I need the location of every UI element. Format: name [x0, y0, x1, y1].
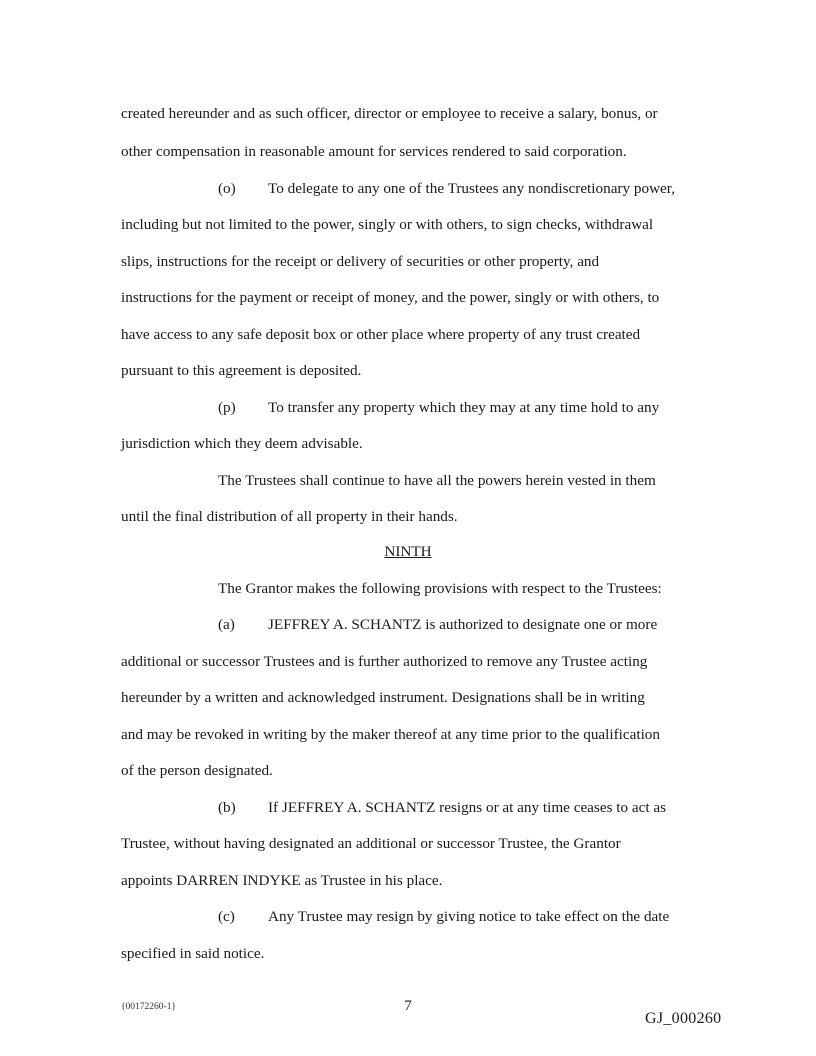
body-line: additional or successor Trustees and is further authorized to remove any Trustee acting	[121, 653, 648, 670]
body-line: including but not limited to the power, singly or with others, to sign checks, withdrawal	[121, 216, 654, 233]
body-line: and may be revoked in writing by the maker thereof at any time prior to the qualification	[121, 726, 660, 743]
body-line: instructions for the payment or receipt of money, and the power, singly or with others, to	[121, 289, 660, 306]
body-line: Trustee, without having designated an additional or successor Trustee, the Grantor	[121, 835, 621, 852]
section-heading-ninth: NINTH	[384, 543, 432, 560]
clause-label-o: (o)	[218, 180, 236, 197]
page-number: 7	[404, 998, 412, 1014]
clause-a-first-line: JEFFREY A. SCHANTZ is authorized to designate one or more	[268, 616, 658, 633]
body-line: other compensation in reasonable amount for services rendered to said corporation.	[121, 143, 627, 160]
body-line: until the final distribution of all property in their hands.	[121, 508, 458, 525]
clause-label-p: (p)	[218, 399, 236, 416]
body-line: The Trustees shall continue to have all the powers herein vested in them	[218, 472, 656, 489]
clause-label-a: (a)	[218, 616, 235, 633]
body-line: hereunder by a written and acknowledged instrument. Designations shall be in writing	[121, 689, 645, 706]
body-line: appoints DARREN INDYKE as Trustee in his place.	[121, 872, 443, 889]
clause-p-first-line: To transfer any property which they may at any time hold to any	[268, 399, 660, 416]
body-line: pursuant to this agreement is deposited.	[121, 362, 362, 379]
clause-b-first-line: If JEFFREY A. SCHANTZ resigns or at any time ceases to act as	[268, 799, 667, 816]
body-line: created hereunder and as such officer, director or employee to receive a salary, bonus, or	[121, 105, 658, 122]
clause-o-first-line: To delegate to any one of the Trustees any nondiscretionary power,	[268, 180, 676, 197]
clause-c-first-line: Any Trustee may resign by giving notice to take effect on the date	[268, 908, 670, 925]
body-line: have access to any safe deposit box or other place where property of any trust created	[121, 326, 641, 343]
clause-label-c: (c)	[218, 908, 235, 925]
body-line: specified in said notice.	[121, 945, 265, 962]
clause-label-b: (b)	[218, 799, 236, 816]
body-line: The Grantor makes the following provisions with respect to the Trustees:	[218, 580, 662, 597]
body-line: slips, instructions for the receipt or delivery of securities or other property, and	[121, 253, 600, 270]
body-line: of the person designated.	[121, 762, 273, 779]
body-line: jurisdiction which they deem advisable.	[121, 435, 363, 452]
bates-number: GJ_000260	[645, 1010, 722, 1027]
document-id: {00172260-1}	[121, 1002, 177, 1012]
